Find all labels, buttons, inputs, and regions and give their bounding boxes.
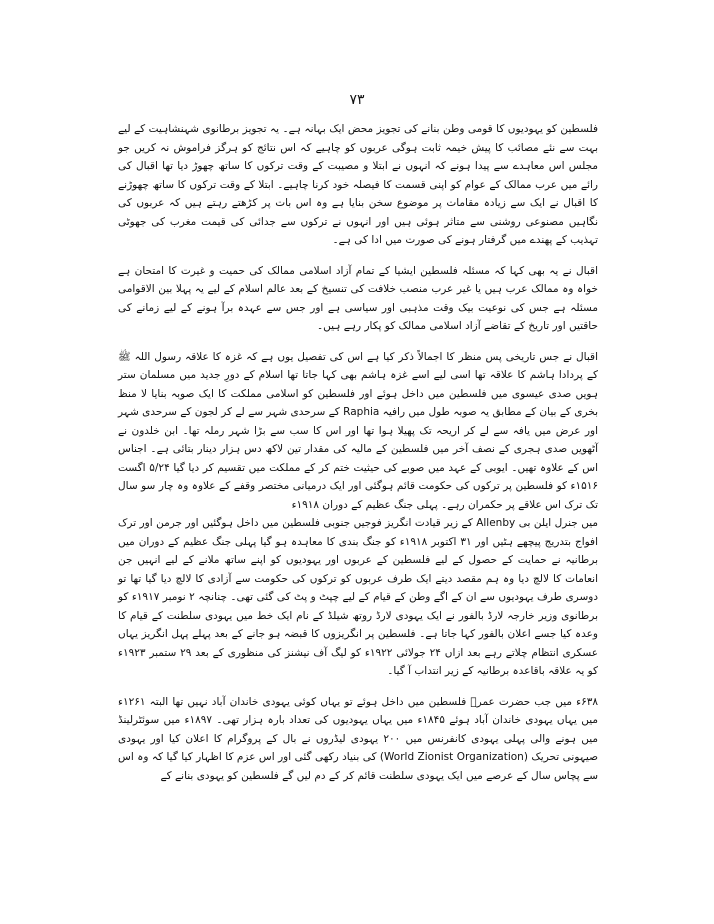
page-number: ۷۳ [349, 92, 365, 108]
paragraph-4: میں جنرل ایلن بی Allenby کے زیر قیادت انگریز فوجیں جنوبی فلسطین میں داخل ہوگئیں اور جرمن اور ترک افواج بتدریج پیچھے ہٹیں اور ۳۱ اکتوبر ۱۹۱۸ء کو جنگ بندی کا معاہدہ ہو گیا پہلی جنگ عظیم کے دوران میں برطانیہ نے حمایت کے حصول کے لیے فلسطین کے عربوں اور یہودیوں کو اپنے ساتھ ملانے کے لیے انہیں جن انعامات کا لالچ دیا وہ ہم مقصد دیتے ایک طرف عربوں کو ترکوں کی حکومت سے آزادی کا لالچ دیا گیا تھا تو دوسری طرف یہودیوں سے ان کے اگے وطن کے قیام کے لیے چپٹ و پٹ کی گئی تھی۔ چنانچہ ۲ نومبر ۱۹۱۷ء کو برطانوی وزیر خارجہ لارڈ بالفور نے ایک یہودی لارڈ روتھ شیلڈ کے نام ایک خط میں یہودی سلطنت کے قیام کا وعدہ کیا جسے اعلان بالفور کہا جاتا ہے۔ فلسطین پر انگریزوں کا قبضہ ہو جانے کے بعد پہلے پہل انگریز یہاں عسکری انتظام چلاتے رہے بعد ازاں ۲۴ جولائی ۱۹۲۲ء کو لیگ آف نیشنز کی منظوری کے بعد ۲۹ ستمبر ۱۹۲۳ء کو یہ علاقہ باقاعدہ برطانیہ کے زیر انتداب آ گیا۔ [118, 517, 599, 677]
paragraph-5: ۶۳۸ء میں جب حضرت عمرؓ فلسطین میں داخل ہوئے تو یہاں کوئی یہودی خاندان آباد نہیں تھا البتہ ۱۲۶۱ء میں یہاں یہودی خاندان آباد ہوئے ۱۸۴۵ء میں یہاں یہودیوں کی تعداد بارہ ہزار تھی۔ ۱۸۹۷ء میں سوئٹرلینڈ میں ہونے والی پہلی یہودی کانفرنس میں ۲۰۰ یہودی لیڈروں نے بال کے پروگرام کا اعلان کیا اور یہودی صیہونی تحریک (World Zionist Organization) کی بنیاد رکھی گئی اور اس عزم کا اظہار کیا گیا کہ وہ اس سے پچاس سال کے عرصے میں ایک یہودی سلطنت قائم کر کے دم لیں گے فلسطین کو یہودی بنانے کے [118, 695, 598, 782]
paragraph-3: اقبال نے جس تاریخی پس منظر کا اجمالاً ذکر کیا ہے اس کی تفصیل یوں ہے کہ غزہ کا علاقہ رسول اللہ ﷺ کے پردادا ہاشم کا علاقہ تھا اسی لیے اسے غزہ ہاشم بھی کہا جاتا تھا اسلام کے دورِ جدید میں مسلمان ستر ہویں صدی عیسوی میں فلسطین میں داخل ہوئے اور فلسطین کو اسلامی مملکت کا ایک صوبہ بنایا لا منظ بخری کے بیان کے مطابق یہ صوبہ طول میں رافیہ Raphia کے سرحدی شہر سے لے کر لجون کے سرحدی شہر اور عرض میں یافہ سے لے کر اریحہ تک پھیلا ہوا تھا اور اس کا سب سے بڑا شہر رملہ تھا۔ ابن خلدون نے آٹھویں صدی ہجری کے نصف آخر میں فلسطین کے مالیہ کی مقدار تین لاکھ دس ہزار دینار بتائی ہے۔ اجناس اس کے علاوہ تھیں۔ ایوبی کے عہد میں صوبے کی حیثیت ختم کر کے مملکت میں تقسیم کر دیا گیا ۵/۲۴ اگست ۱۵۱۶ء کو فلسطین پر ترکوں کی حکومت قائم ہوگئی اور ایک درمیانی مختصر وقفے کے علاوہ وہ چار سو سال تک ترک اس علاقے پر حکمران رہے۔ پہلی جنگ عظیم کے دوران ۱۹۱۸ء [118, 350, 598, 511]
paragraph-1: فلسطین کو یہودیوں کا قومی وطن بنانے کی تجویز محض ایک بہانہ ہے۔ یہ تجویز برطانوی شہنشاہیت کے لیے بہت سے نئے مصائب کا پیش خیمہ ثابت ہوگی عربوں کو چاہیے کہ اس نتائج کو ہرگز فراموش نہ کریں جو مجلس اس معاہدے سے پیدا ہونے کہ انہوں نے ابتلا و مصیبت کے وقت ترکوں کا ساتھ چھوڑ دیا تھا اقبال کی رائے میں عرب ممالک کے عوام کو اپنی قسمت کا فیصلہ خود کرنا چاہیے۔ ابتلا کے وقت ترکوں کا ساتھ چھوڑنے کا اقبال نے ایک سے زیادہ مقامات پر موضوع سخن بنایا ہے وہ اس بات پر کڑھتے رہتے ہیں کہ عربوں کی نگاہیں مصنوعی روشنی سے متاثر ہوئی ہیں اور انہوں نے ترکوں سے جدائی کی قیمت مغرب کی جھوٹی تہذیب کے پھندے میں گرفتار ہونے کی صورت میں ادا کی ہے۔ [118, 123, 598, 246]
paragraph-2: اقبال نے یہ بھی کہا کہ مسئلہ فلسطین ایشیا کے تمام آزاد اسلامی ممالک کی حمیت و غیرت کا امتحان ہے خواہ وہ ممالک عرب ہیں یا غیر عرب منصب خلافت کی تنسیخ کے بعد عالم اسلام کے لیے یہ پہلا بین الاقوامی مسئلہ ہے جس کی نوعیت بیک وقت مذہبی اور سیاسی ہے اور جس سے عہدہ برآ ہونے کے لیے زمانے کی حاقتیں اور تاریخ کے تقاضے آزاد اسلامی ممالک کو پکار رہے ہیں۔ [118, 264, 598, 332]
body-text [118, 120, 598, 785]
